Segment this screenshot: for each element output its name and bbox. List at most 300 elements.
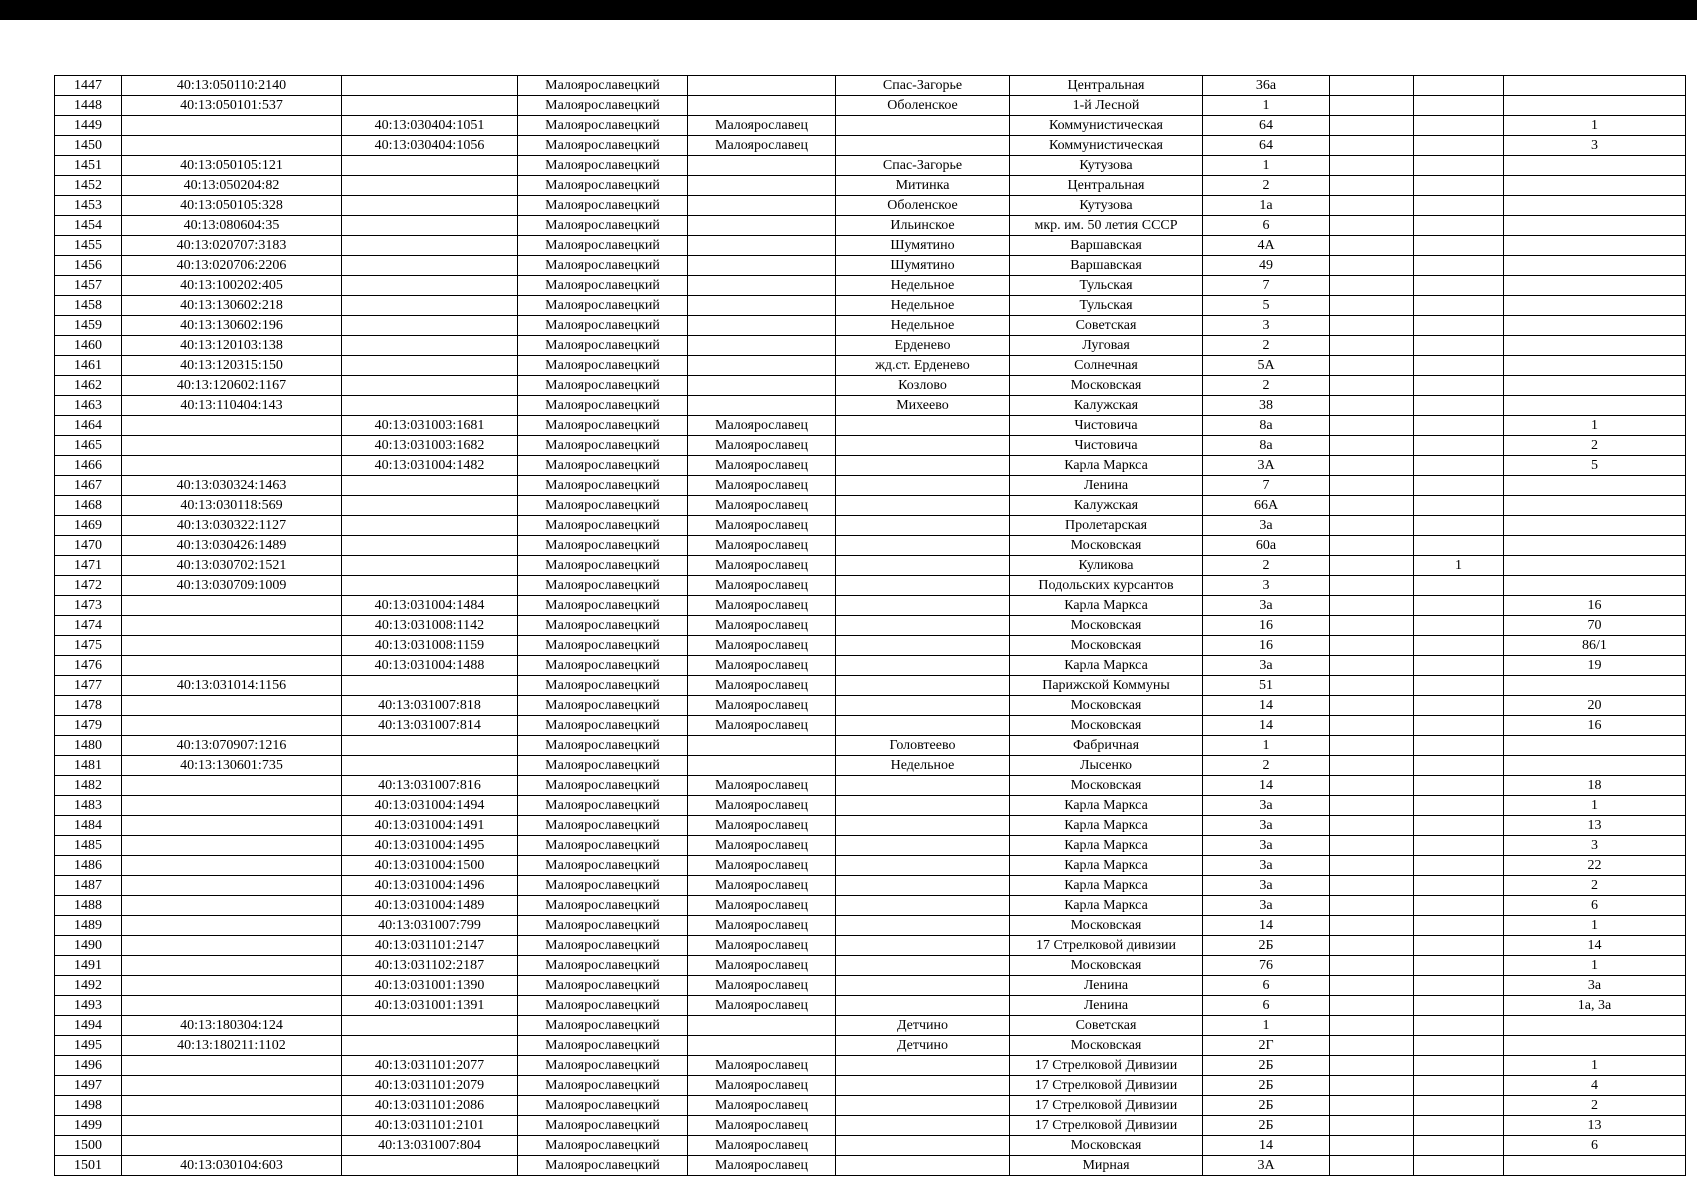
cell-settlement: Митинка — [836, 176, 1010, 196]
table-row — [55, 276, 1686, 296]
cell-street: Карла Маркса — [1010, 816, 1203, 836]
cell-house-number: 6 — [1203, 216, 1330, 236]
cell-apartment-cadastral-number: 40:13:031004:1482 — [342, 456, 518, 476]
cell-apartment-cadastral-number — [342, 76, 518, 96]
cell-row-number: 1464 — [55, 416, 122, 436]
cell-house-number: 2Б — [1203, 936, 1330, 956]
cell-cadastral-number: 40:13:120315:150 — [122, 356, 342, 376]
cell-settlement: Шумятино — [836, 256, 1010, 276]
cell-city: Малоярославец — [688, 1056, 836, 1076]
cell-extra-col-1 — [1330, 936, 1414, 956]
cell-district: Малоярославецкий — [518, 356, 688, 376]
cell-apartment-number — [1504, 196, 1686, 216]
cell-apartment-cadastral-number — [342, 276, 518, 296]
table-row — [55, 96, 1686, 116]
table-row — [55, 576, 1686, 596]
table-row — [55, 136, 1686, 156]
cell-extra-col-2 — [1414, 976, 1504, 996]
cell-city: Малоярославец — [688, 556, 836, 576]
cell-extra-col-1 — [1330, 816, 1414, 836]
cell-house-number: 8а — [1203, 436, 1330, 456]
cell-extra-col-1 — [1330, 516, 1414, 536]
table-row — [55, 856, 1686, 876]
registry-table — [54, 75, 1686, 1176]
cell-apartment-cadastral-number — [342, 1016, 518, 1036]
cell-city: Малоярославец — [688, 816, 836, 836]
cell-apartment-number: 2 — [1504, 876, 1686, 896]
cell-row-number: 1467 — [55, 476, 122, 496]
cell-street: Коммунистическая — [1010, 116, 1203, 136]
cell-row-number: 1459 — [55, 316, 122, 336]
cell-apartment-number: 1 — [1504, 916, 1686, 936]
cell-extra-col-1 — [1330, 756, 1414, 776]
cell-apartment-cadastral-number: 40:13:031102:2187 — [342, 956, 518, 976]
cell-extra-col-2 — [1414, 576, 1504, 596]
cell-settlement: Головтеево — [836, 736, 1010, 756]
table-row — [55, 896, 1686, 916]
cell-street: Калужская — [1010, 496, 1203, 516]
cell-settlement — [836, 676, 1010, 696]
cell-extra-col-1 — [1330, 636, 1414, 656]
cell-extra-col-1 — [1330, 1156, 1414, 1176]
cell-settlement: Спас-Загорье — [836, 156, 1010, 176]
cell-apartment-number: 5 — [1504, 456, 1686, 476]
cell-district: Малоярославецкий — [518, 1036, 688, 1056]
table-row — [55, 1136, 1686, 1156]
cell-street: Центральная — [1010, 76, 1203, 96]
cell-row-number: 1494 — [55, 1016, 122, 1036]
cell-street: Парижской Коммуны — [1010, 676, 1203, 696]
cell-row-number: 1473 — [55, 596, 122, 616]
cell-settlement — [836, 1076, 1010, 1096]
cell-apartment-cadastral-number: 40:13:031004:1488 — [342, 656, 518, 676]
cell-apartment-cadastral-number — [342, 236, 518, 256]
cell-extra-col-2 — [1414, 116, 1504, 136]
cell-district: Малоярославецкий — [518, 1016, 688, 1036]
cell-apartment-cadastral-number — [342, 336, 518, 356]
cell-extra-col-2 — [1414, 756, 1504, 776]
cell-settlement — [836, 956, 1010, 976]
cell-cadastral-number: 40:13:050110:2140 — [122, 76, 342, 96]
cell-apartment-number: 13 — [1504, 1116, 1686, 1136]
table-row — [55, 156, 1686, 176]
cell-extra-col-2 — [1414, 176, 1504, 196]
cell-house-number: 2Б — [1203, 1116, 1330, 1136]
cell-cadastral-number: 40:13:031014:1156 — [122, 676, 342, 696]
cell-settlement — [836, 656, 1010, 676]
cell-house-number: 2 — [1203, 336, 1330, 356]
cell-apartment-cadastral-number: 40:13:031004:1484 — [342, 596, 518, 616]
table-row — [55, 1116, 1686, 1136]
cell-house-number: 7 — [1203, 276, 1330, 296]
cell-extra-col-1 — [1330, 1036, 1414, 1056]
cell-settlement — [836, 556, 1010, 576]
cell-settlement — [836, 596, 1010, 616]
table-row — [55, 356, 1686, 376]
cell-city: Малоярославец — [688, 136, 836, 156]
cell-extra-col-2 — [1414, 716, 1504, 736]
cell-extra-col-2 — [1414, 476, 1504, 496]
cell-extra-col-1 — [1330, 996, 1414, 1016]
cell-cadastral-number: 40:13:110404:143 — [122, 396, 342, 416]
cell-house-number: 76 — [1203, 956, 1330, 976]
cell-apartment-cadastral-number: 40:13:031003:1682 — [342, 436, 518, 456]
table-row — [55, 696, 1686, 716]
document-sheet — [54, 75, 1686, 1176]
cell-apartment-cadastral-number: 40:13:031004:1495 — [342, 836, 518, 856]
cell-city: Малоярославец — [688, 776, 836, 796]
cell-city: Малоярославец — [688, 936, 836, 956]
cell-house-number: 49 — [1203, 256, 1330, 276]
cell-district: Малоярославецкий — [518, 336, 688, 356]
cell-extra-col-1 — [1330, 576, 1414, 596]
cell-extra-col-2 — [1414, 896, 1504, 916]
cell-cadastral-number: 40:13:050105:121 — [122, 156, 342, 176]
cell-extra-col-1 — [1330, 416, 1414, 436]
cell-cadastral-number: 40:13:020707:3183 — [122, 236, 342, 256]
cell-extra-col-1 — [1330, 116, 1414, 136]
cell-house-number: 16 — [1203, 636, 1330, 656]
cell-settlement: Оболенское — [836, 196, 1010, 216]
cell-settlement: Ильинское — [836, 216, 1010, 236]
cell-extra-col-2 — [1414, 616, 1504, 636]
cell-row-number: 1450 — [55, 136, 122, 156]
cell-apartment-number — [1504, 536, 1686, 556]
cell-district: Малоярославецкий — [518, 96, 688, 116]
cell-row-number: 1491 — [55, 956, 122, 976]
cell-street: Московская — [1010, 696, 1203, 716]
cell-row-number: 1497 — [55, 1076, 122, 1096]
cell-cadastral-number: 40:13:100202:405 — [122, 276, 342, 296]
cell-extra-col-1 — [1330, 876, 1414, 896]
cell-street: Пролетарская — [1010, 516, 1203, 536]
cell-apartment-number — [1504, 276, 1686, 296]
cell-cadastral-number: 40:13:020706:2206 — [122, 256, 342, 276]
cell-cadastral-number — [122, 716, 342, 736]
cell-house-number: 2Г — [1203, 1036, 1330, 1056]
cell-apartment-number: 1 — [1504, 1056, 1686, 1076]
cell-extra-col-2 — [1414, 736, 1504, 756]
cell-extra-col-2 — [1414, 876, 1504, 896]
cell-extra-col-2 — [1414, 436, 1504, 456]
cell-extra-col-2 — [1414, 1076, 1504, 1096]
cell-district: Малоярославецкий — [518, 556, 688, 576]
cell-apartment-number — [1504, 496, 1686, 516]
cell-city: Малоярославец — [688, 856, 836, 876]
table-row — [55, 556, 1686, 576]
table-row — [55, 756, 1686, 776]
cell-district: Малоярославецкий — [518, 596, 688, 616]
cell-extra-col-2 — [1414, 776, 1504, 796]
cell-extra-col-1 — [1330, 656, 1414, 676]
cell-row-number: 1457 — [55, 276, 122, 296]
cell-row-number: 1471 — [55, 556, 122, 576]
table-row — [55, 116, 1686, 136]
cell-apartment-number: 16 — [1504, 596, 1686, 616]
cell-apartment-number: 3 — [1504, 836, 1686, 856]
cell-district: Малоярославецкий — [518, 496, 688, 516]
cell-city: Малоярославец — [688, 416, 836, 436]
cell-row-number: 1499 — [55, 1116, 122, 1136]
cell-cadastral-number — [122, 1136, 342, 1156]
cell-street: 1-й Лесной — [1010, 96, 1203, 116]
cell-apartment-number — [1504, 376, 1686, 396]
cell-apartment-cadastral-number — [342, 256, 518, 276]
cell-extra-col-1 — [1330, 696, 1414, 716]
cell-house-number: 1 — [1203, 156, 1330, 176]
cell-district: Малоярославецкий — [518, 376, 688, 396]
cell-city: Малоярославец — [688, 676, 836, 696]
cell-apartment-number — [1504, 236, 1686, 256]
cell-street: Куликова — [1010, 556, 1203, 576]
cell-extra-col-2 — [1414, 356, 1504, 376]
cell-street: Лысенко — [1010, 756, 1203, 776]
cell-cadastral-number: 40:13:180211:1102 — [122, 1036, 342, 1056]
cell-extra-col-1 — [1330, 216, 1414, 236]
cell-extra-col-2 — [1414, 216, 1504, 236]
cell-extra-col-1 — [1330, 956, 1414, 976]
cell-cadastral-number — [122, 456, 342, 476]
cell-apartment-cadastral-number: 40:13:031007:799 — [342, 916, 518, 936]
cell-apartment-cadastral-number — [342, 676, 518, 696]
cell-cadastral-number: 40:13:030104:603 — [122, 1156, 342, 1176]
cell-house-number: 14 — [1203, 1136, 1330, 1156]
cell-city — [688, 336, 836, 356]
cell-house-number: 14 — [1203, 776, 1330, 796]
cell-extra-col-1 — [1330, 556, 1414, 576]
cell-house-number: 3а — [1203, 876, 1330, 896]
cell-apartment-number — [1504, 336, 1686, 356]
table-row — [55, 876, 1686, 896]
cell-cadastral-number: 40:13:030324:1463 — [122, 476, 342, 496]
cell-extra-col-1 — [1330, 96, 1414, 116]
cell-extra-col-2 — [1414, 656, 1504, 676]
cell-district: Малоярославецкий — [518, 1156, 688, 1176]
table-row — [55, 796, 1686, 816]
cell-cadastral-number — [122, 416, 342, 436]
cell-settlement — [836, 836, 1010, 856]
cell-extra-col-2 — [1414, 636, 1504, 656]
cell-city: Малоярославец — [688, 116, 836, 136]
table-row — [55, 336, 1686, 356]
table-row — [55, 736, 1686, 756]
table-row — [55, 956, 1686, 976]
cell-city — [688, 356, 836, 376]
cell-district: Малоярославецкий — [518, 656, 688, 676]
cell-row-number: 1477 — [55, 676, 122, 696]
table-row — [55, 296, 1686, 316]
cell-district: Малоярославецкий — [518, 296, 688, 316]
cell-house-number: 7 — [1203, 476, 1330, 496]
cell-extra-col-2 — [1414, 256, 1504, 276]
cell-extra-col-2 — [1414, 316, 1504, 336]
table-row — [55, 1016, 1686, 1036]
cell-house-number: 2 — [1203, 556, 1330, 576]
cell-row-number: 1466 — [55, 456, 122, 476]
cell-extra-col-2 — [1414, 416, 1504, 436]
cell-district: Малоярославецкий — [518, 516, 688, 536]
cell-district: Малоярославецкий — [518, 696, 688, 716]
cell-apartment-cadastral-number: 40:13:031007:816 — [342, 776, 518, 796]
table-row — [55, 516, 1686, 536]
cell-settlement — [836, 136, 1010, 156]
cell-apartment-cadastral-number: 40:13:031101:2077 — [342, 1056, 518, 1076]
cell-extra-col-1 — [1330, 196, 1414, 216]
cell-street: 17 Стрелковой Дивизии — [1010, 1096, 1203, 1116]
cell-house-number: 16 — [1203, 616, 1330, 636]
cell-row-number: 1487 — [55, 876, 122, 896]
cell-street: 17 Стрелковой Дивизии — [1010, 1056, 1203, 1076]
cell-district: Малоярославецкий — [518, 116, 688, 136]
table-body — [55, 76, 1686, 1176]
cell-extra-col-2 — [1414, 696, 1504, 716]
table-row — [55, 196, 1686, 216]
cell-city: Малоярославец — [688, 796, 836, 816]
cell-extra-col-2 — [1414, 296, 1504, 316]
cell-row-number: 1462 — [55, 376, 122, 396]
cell-cadastral-number: 40:13:130602:196 — [122, 316, 342, 336]
table-row — [55, 496, 1686, 516]
cell-street: Коммунистическая — [1010, 136, 1203, 156]
cell-street: Луговая — [1010, 336, 1203, 356]
cell-settlement — [836, 436, 1010, 456]
cell-house-number: 2Б — [1203, 1076, 1330, 1096]
table-row — [55, 596, 1686, 616]
cell-street: Подольских курсантов — [1010, 576, 1203, 596]
cell-street: Московская — [1010, 616, 1203, 636]
cell-row-number: 1483 — [55, 796, 122, 816]
cell-house-number: 3а — [1203, 836, 1330, 856]
cell-extra-col-1 — [1330, 296, 1414, 316]
cell-house-number: 66А — [1203, 496, 1330, 516]
cell-district: Малоярославецкий — [518, 536, 688, 556]
cell-apartment-cadastral-number: 40:13:031101:2086 — [342, 1096, 518, 1116]
cell-city — [688, 216, 836, 236]
cell-extra-col-2 — [1414, 496, 1504, 516]
table-row — [55, 676, 1686, 696]
cell-cadastral-number — [122, 1116, 342, 1136]
cell-district: Малоярославецкий — [518, 896, 688, 916]
cell-house-number: 64 — [1203, 116, 1330, 136]
cell-extra-col-1 — [1330, 456, 1414, 476]
cell-extra-col-1 — [1330, 596, 1414, 616]
cell-apartment-number — [1504, 476, 1686, 496]
cell-house-number: 60а — [1203, 536, 1330, 556]
cell-cadastral-number — [122, 896, 342, 916]
cell-city: Малоярославец — [688, 616, 836, 636]
cell-settlement — [836, 576, 1010, 596]
cell-apartment-number — [1504, 396, 1686, 416]
cell-cadastral-number — [122, 976, 342, 996]
cell-street: Ленина — [1010, 976, 1203, 996]
cell-row-number: 1482 — [55, 776, 122, 796]
cell-apartment-number: 20 — [1504, 696, 1686, 716]
cell-cadastral-number: 40:13:030426:1489 — [122, 536, 342, 556]
cell-extra-col-1 — [1330, 336, 1414, 356]
cell-extra-col-1 — [1330, 236, 1414, 256]
cell-settlement — [836, 796, 1010, 816]
cell-apartment-cadastral-number: 40:13:031004:1496 — [342, 876, 518, 896]
cell-settlement — [836, 516, 1010, 536]
cell-extra-col-2 — [1414, 676, 1504, 696]
cell-apartment-number: 22 — [1504, 856, 1686, 876]
cell-row-number: 1486 — [55, 856, 122, 876]
cell-apartment-number: 16 — [1504, 716, 1686, 736]
cell-district: Малоярославецкий — [518, 156, 688, 176]
cell-apartment-number: 6 — [1504, 1136, 1686, 1156]
cell-street: Чистовича — [1010, 436, 1203, 456]
cell-apartment-cadastral-number: 40:13:030404:1056 — [342, 136, 518, 156]
cell-row-number: 1465 — [55, 436, 122, 456]
cell-district: Малоярославецкий — [518, 76, 688, 96]
cell-extra-col-2 — [1414, 276, 1504, 296]
cell-district: Малоярославецкий — [518, 276, 688, 296]
table-row — [55, 176, 1686, 196]
cell-settlement — [836, 1156, 1010, 1176]
cell-cadastral-number — [122, 956, 342, 976]
cell-cadastral-number — [122, 636, 342, 656]
cell-row-number: 1449 — [55, 116, 122, 136]
cell-extra-col-2 — [1414, 1116, 1504, 1136]
cell-cadastral-number — [122, 136, 342, 156]
cell-extra-col-1 — [1330, 796, 1414, 816]
cell-city — [688, 736, 836, 756]
cell-extra-col-1 — [1330, 896, 1414, 916]
cell-street: Московская — [1010, 776, 1203, 796]
cell-settlement — [836, 856, 1010, 876]
cell-apartment-cadastral-number — [342, 96, 518, 116]
cell-apartment-number: 2 — [1504, 1096, 1686, 1116]
cell-house-number: 6 — [1203, 996, 1330, 1016]
cell-extra-col-2 — [1414, 76, 1504, 96]
cell-row-number: 1490 — [55, 936, 122, 956]
cell-district: Малоярославецкий — [518, 1116, 688, 1136]
cell-city — [688, 196, 836, 216]
cell-city: Малоярославец — [688, 896, 836, 916]
cell-district: Малоярославецкий — [518, 816, 688, 836]
cell-extra-col-1 — [1330, 256, 1414, 276]
cell-apartment-number: 1 — [1504, 796, 1686, 816]
cell-extra-col-2 — [1414, 836, 1504, 856]
cell-house-number: 2 — [1203, 376, 1330, 396]
cell-extra-col-1 — [1330, 836, 1414, 856]
cell-city: Малоярославец — [688, 436, 836, 456]
cell-settlement — [836, 116, 1010, 136]
cell-cadastral-number: 40:13:080604:35 — [122, 216, 342, 236]
cell-extra-col-2 — [1414, 96, 1504, 116]
cell-house-number: 3а — [1203, 816, 1330, 836]
cell-apartment-cadastral-number: 40:13:031008:1142 — [342, 616, 518, 636]
table-row — [55, 236, 1686, 256]
cell-row-number: 1498 — [55, 1096, 122, 1116]
cell-street: 17 Стрелковой Дивизии — [1010, 1076, 1203, 1096]
cell-city: Малоярославец — [688, 876, 836, 896]
cell-district: Малоярославецкий — [518, 756, 688, 776]
table-row — [55, 996, 1686, 1016]
cell-district: Малоярославецкий — [518, 976, 688, 996]
cell-district: Малоярославецкий — [518, 236, 688, 256]
cell-apartment-number — [1504, 736, 1686, 756]
cell-extra-col-1 — [1330, 736, 1414, 756]
cell-apartment-number — [1504, 256, 1686, 276]
cell-row-number: 1463 — [55, 396, 122, 416]
cell-apartment-cadastral-number — [342, 216, 518, 236]
cell-apartment-cadastral-number: 40:13:031008:1159 — [342, 636, 518, 656]
cell-district: Малоярославецкий — [518, 676, 688, 696]
cell-settlement — [836, 936, 1010, 956]
cell-street: Карла Маркса — [1010, 856, 1203, 876]
cell-extra-col-2 — [1414, 196, 1504, 216]
